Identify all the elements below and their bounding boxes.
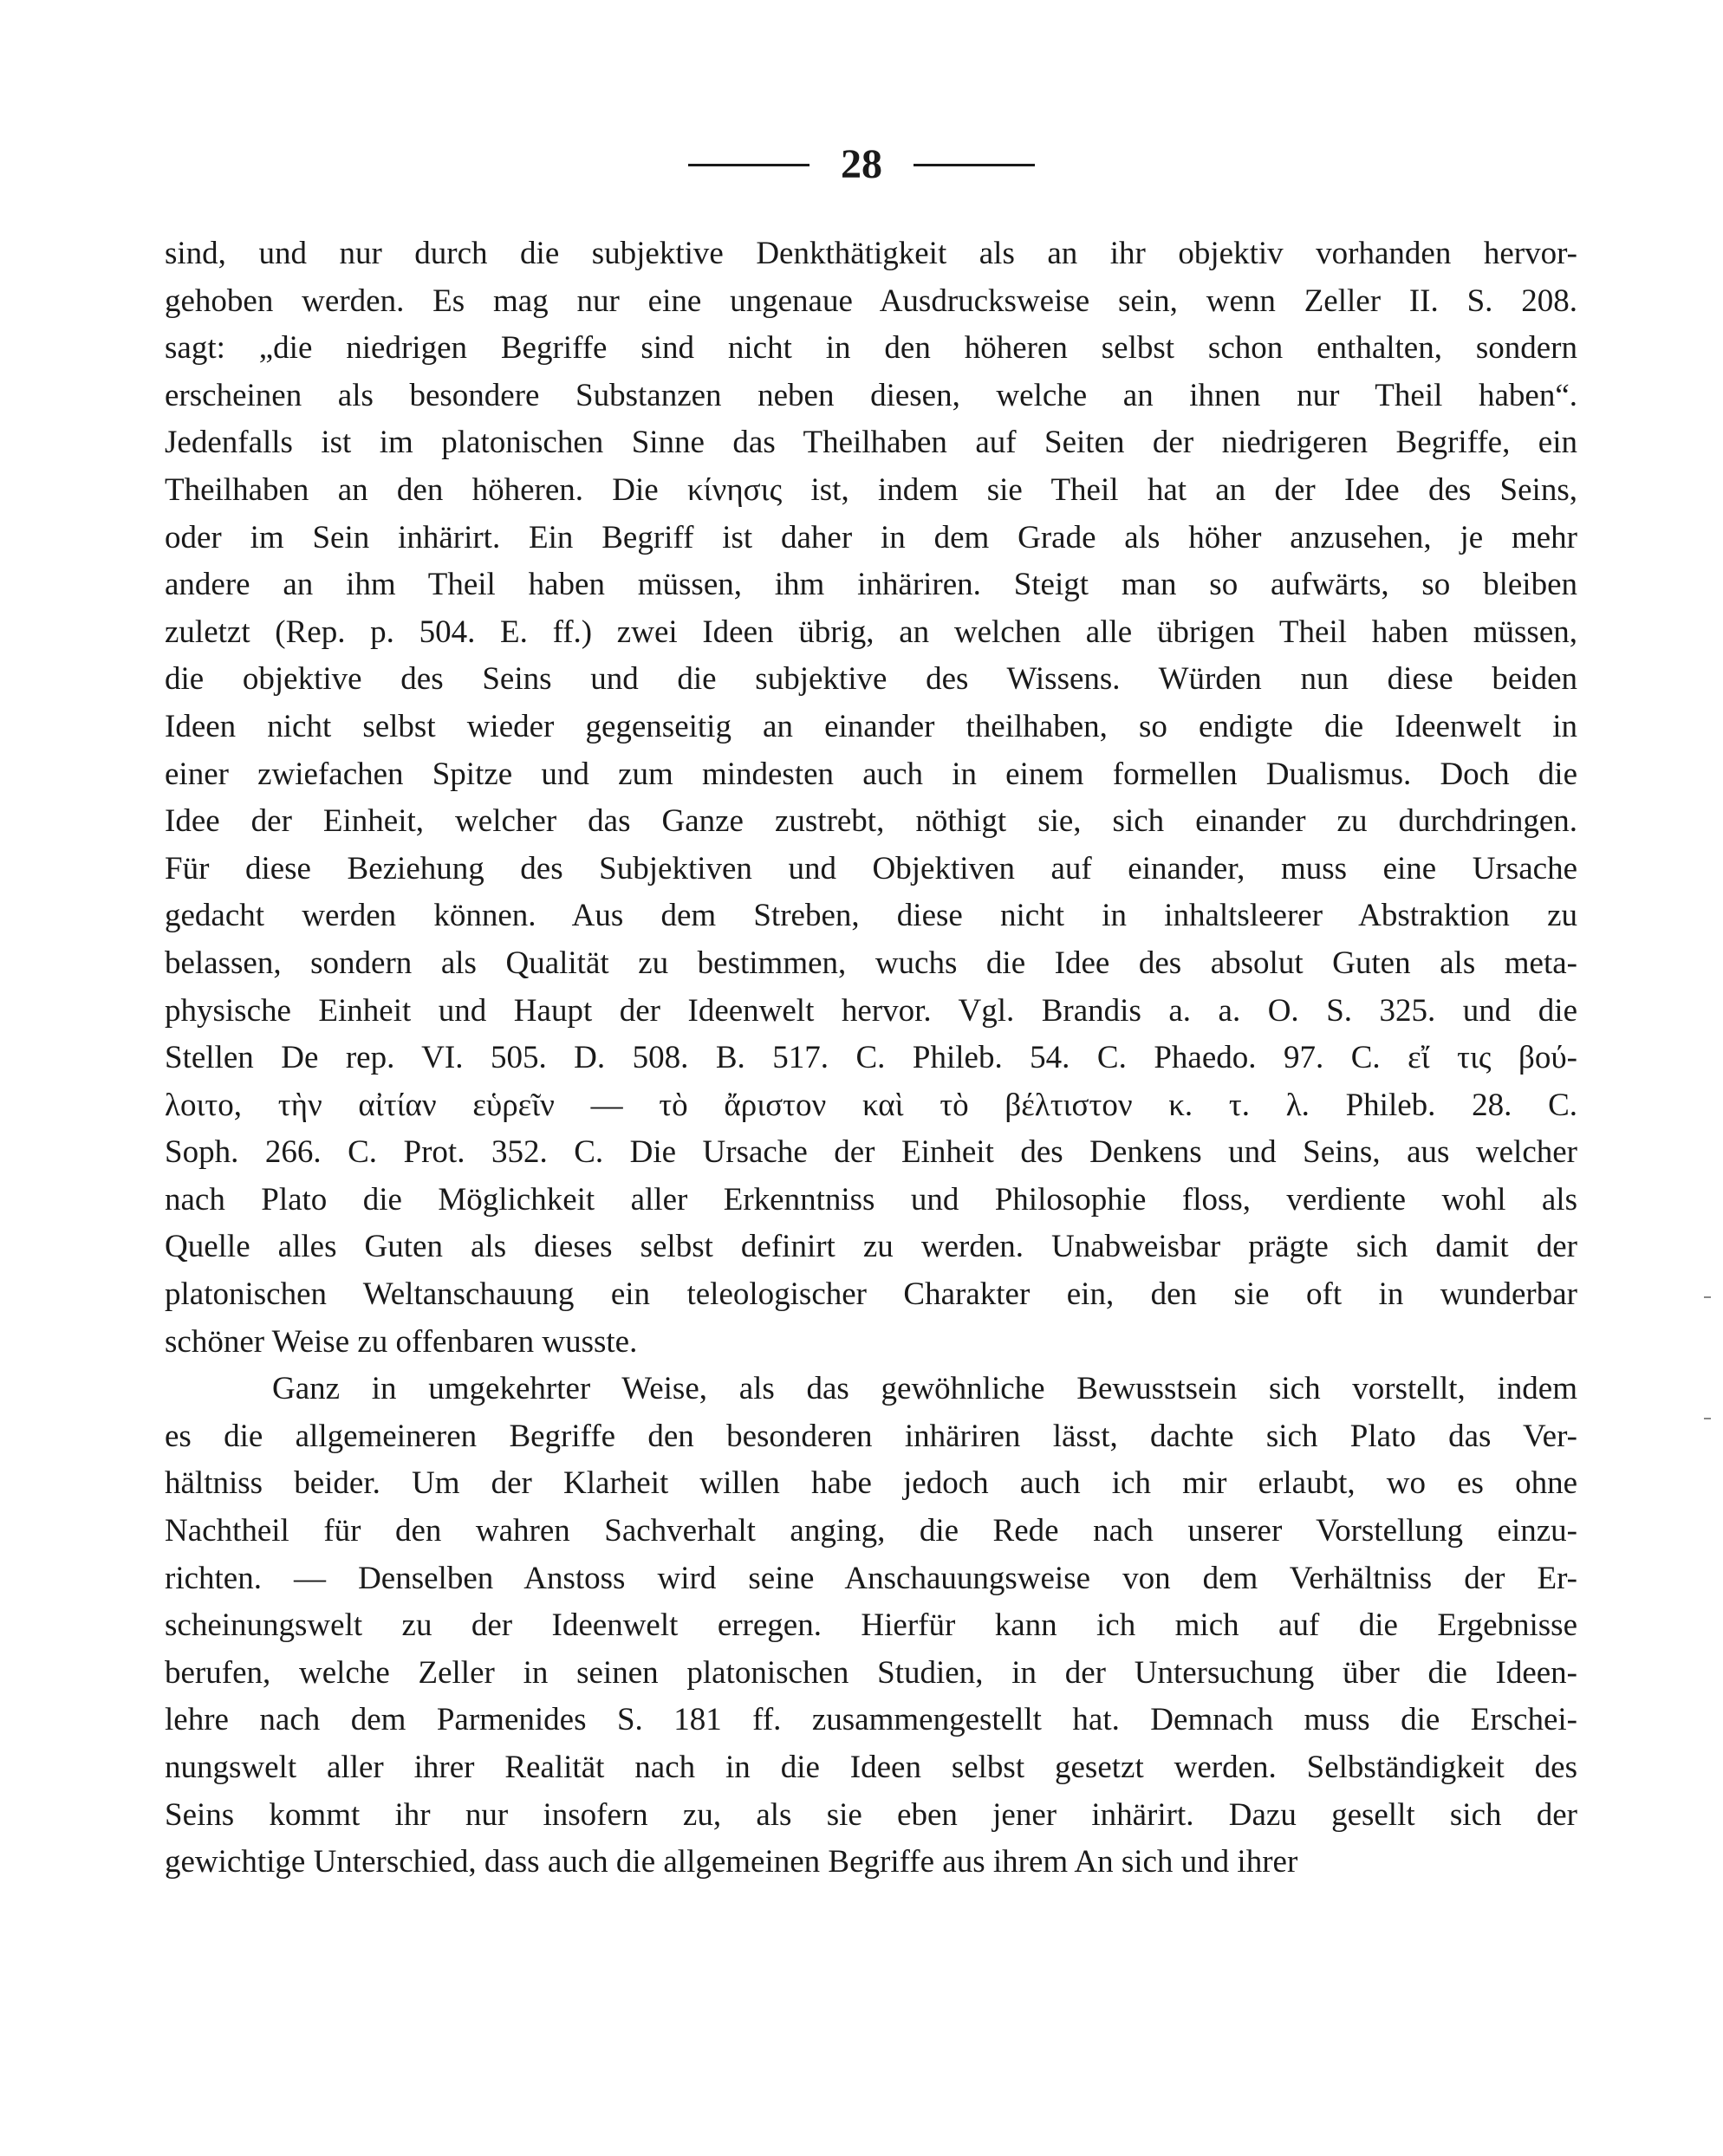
- text-line: Stellen De rep. VI. 505. D. 508. B. 517. C. Phileb. 54. C. Phaedo. 97. C. εἴ τις βού-: [165, 1040, 1577, 1076]
- text-line: sagt: „die niedrigen Begriffe sind nicht in den höheren selbst schon enthalten, sondern: [165, 330, 1577, 367]
- body-text: [165, 231, 1577, 1886]
- page-number: 28: [841, 141, 882, 187]
- text-line: die objektive des Seins und die subjektive des Wissens. Würden nun diese beiden: [165, 661, 1577, 698]
- text-line: gedacht werden können. Aus dem Streben, diese nicht in inhaltsleerer Abstraktion zu: [165, 898, 1577, 934]
- text-line: belassen, sondern als Qualität zu bestimmen, wuchs die Idee des absolut Guten als meta-: [165, 945, 1577, 981]
- text-line: physische Einheit und Haupt der Ideenwelt hervor. Vgl. Brandis a. a. O. S. 325. und die: [165, 992, 1577, 1029]
- margin-mark: [1704, 1296, 1711, 1298]
- text-line: lehre nach dem Parmenides S. 181 ff. zusammengestellt hat. Demnach muss die Erschei-: [165, 1702, 1577, 1738]
- text-line: oder im Sein inhärirt. Ein Begriff ist daher in dem Grade als höher anzusehen, je mehr: [165, 519, 1577, 555]
- text-line: sind, und nur durch die subjektive Denkthätigkeit als an ihr objektiv vorhanden hervor-: [165, 236, 1577, 271]
- margin-mark: [1704, 1418, 1711, 1419]
- text-line: schöner Weise zu offenbaren wusste.: [165, 1323, 638, 1360]
- text-line: Quelle alles Guten als dieses selbst definirt zu werden. Unabweisbar prägte sich damit der: [165, 1229, 1577, 1265]
- text-line: Seins kommt ihr nur insofern zu, als sie eben jener inhärirt. Dazu gesellt sich der: [165, 1796, 1577, 1833]
- text-line: λοιτο, τὴν αἰτίαν εὑρεῖν — τὸ ἄριστον καὶ τὸ βέλτιστον κ. τ. λ. Phileb. 28. C.: [165, 1087, 1577, 1123]
- text-line: richten. — Denselben Anstoss wird seine Anschauungsweise von dem Verhältniss der Er-: [165, 1560, 1577, 1596]
- text-line: zuletzt (Rep. p. 504. E. ff.) zwei Ideen übrig, an welchen alle übrigen Theil haben müssen,: [165, 614, 1577, 650]
- text-line: berufen, welche Zeller in seinen platonischen Studien, in der Untersuchung über die Ideen-: [165, 1654, 1577, 1691]
- paragraph: [165, 1366, 1577, 1886]
- text-line: Ideen nicht selbst wieder gegenseitig an einander theilhaben, so endigte die Ideenwelt in: [165, 708, 1577, 744]
- header-rule-left: [688, 164, 809, 166]
- text-line: Jedenfalls ist im platonischen Sinne das Theilhaben auf Seiten der niedrigeren Begriffe, ein: [165, 425, 1577, 461]
- text-line: andere an ihm Theil haben müssen, ihm inhäriren. Steigt man so aufwärts, so bleiben: [165, 567, 1577, 603]
- text-line: nach Plato die Möglichkeit aller Erkenntniss und Philosophie floss, verdiente wohl als: [165, 1181, 1577, 1218]
- text-line: Idee der Einheit, welcher das Ganze zustrebt, nöthigt sie, sich einander zu durchdringen.: [165, 803, 1577, 840]
- text-line: gehoben werden. Es mag nur eine ungenaue Ausdrucksweise sein, wenn Zeller II. S. 208.: [165, 282, 1577, 319]
- text-line: Nachtheil für den wahren Sachverhalt anging, die Rede nach unserer Vorstellung einzu-: [165, 1513, 1577, 1549]
- text-line: scheinungswelt zu der Ideenwelt erregen. Hierfür kann ich mich auf die Ergebnisse: [165, 1607, 1577, 1644]
- text-line: einer zwiefachen Spitze und zum mindesten auch in einem formellen Dualismus. Doch die: [165, 756, 1577, 792]
- header-rule-right: [914, 164, 1035, 166]
- text-line: erscheinen als besondere Substanzen neben diesen, welche an ihnen nur Theil haben“.: [165, 377, 1577, 413]
- text-line: Theilhaben an den höheren. Die κίνησις ist, indem sie Theil hat an der Idee des Seins,: [165, 471, 1577, 508]
- page-header: [0, 139, 1723, 191]
- text-line: Ganz in umgekehrter Weise, als das gewöhnliche Bewusstsein sich vorstellt, indem: [272, 1371, 1577, 1407]
- text-line: gewichtige Unterschied, dass auch die allgemeinen Begriffe aus ihrem An sich und ihrer: [165, 1844, 1298, 1880]
- text-line: es die allgemeineren Begriffe den besonderen inhäriren lässt, dachte sich Plato das Ver-: [165, 1418, 1577, 1454]
- paragraph: [165, 231, 1577, 1366]
- text-line: platonischen Weltanschauung ein teleologischer Charakter ein, den sie oft in wunderbar: [165, 1276, 1577, 1313]
- text-line: Für diese Beziehung des Subjektiven und Objektiven auf einander, muss eine Ursache: [165, 850, 1577, 886]
- text-line: Soph. 266. C. Prot. 352. C. Die Ursache der Einheit des Denkens und Seins, aus welcher: [165, 1134, 1577, 1171]
- text-line: hältniss beider. Um der Klarheit willen habe jedoch auch ich mir erlaubt, wo es ohne: [165, 1465, 1577, 1502]
- text-line: nungswelt aller ihrer Realität nach in die Ideen selbst gesetzt werden. Selbständigkeit des: [165, 1750, 1577, 1785]
